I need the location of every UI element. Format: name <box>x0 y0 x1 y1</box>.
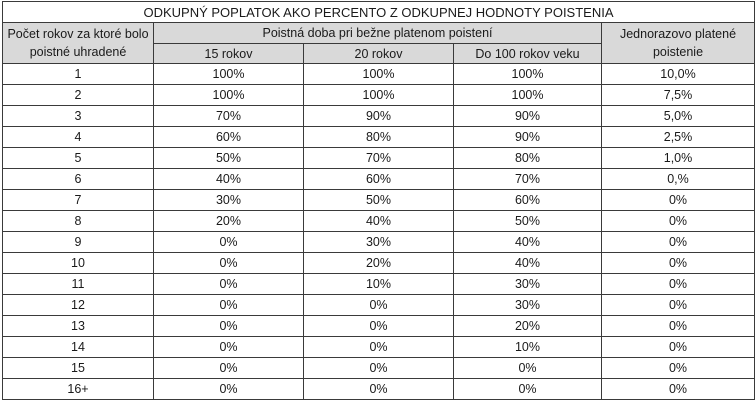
term-20-cell: 40% <box>304 211 454 232</box>
single-premium-cell: 0% <box>602 253 755 274</box>
single-premium-cell: 0% <box>602 379 755 400</box>
table-row <box>3 64 755 85</box>
table-row <box>3 190 755 211</box>
table-row <box>3 379 755 400</box>
single-premium-cell: 0% <box>602 295 755 316</box>
term-20-cell: 10% <box>304 274 454 295</box>
term-100-cell: 90% <box>454 127 602 148</box>
term-20-cell: 0% <box>304 337 454 358</box>
years-cell: 11 <box>3 274 154 295</box>
term-15-cell: 70% <box>154 106 304 127</box>
term-100-cell: 10% <box>454 337 602 358</box>
single-premium-cell: 0% <box>602 358 755 379</box>
term-20-cell: 100% <box>304 64 454 85</box>
term-20-cell: 30% <box>304 232 454 253</box>
term-15-cell: 0% <box>154 337 304 358</box>
single-premium-cell: 0% <box>602 190 755 211</box>
single-premium-cell: 0% <box>602 274 755 295</box>
single-premium-cell: 0% <box>602 316 755 337</box>
term-20-header: 20 rokov <box>304 44 454 64</box>
term-20-cell: 0% <box>304 316 454 337</box>
term-15-cell: 60% <box>154 127 304 148</box>
term-15-cell: 100% <box>154 64 304 85</box>
years-cell: 2 <box>3 85 154 106</box>
term-20-cell: 100% <box>304 85 454 106</box>
table-row <box>3 106 755 127</box>
term-20-cell: 90% <box>304 106 454 127</box>
term-100-cell: 90% <box>454 106 602 127</box>
term-20-cell: 70% <box>304 148 454 169</box>
table-row <box>3 316 755 337</box>
single-premium-cell: 0% <box>602 232 755 253</box>
term-15-header: 15 rokov <box>154 44 304 64</box>
term-100-header: Do 100 rokov veku <box>454 44 602 64</box>
term-100-cell: 0% <box>454 358 602 379</box>
term-100-cell: 0% <box>454 379 602 400</box>
table-row <box>3 232 755 253</box>
term-100-cell: 100% <box>454 64 602 85</box>
term-15-cell: 0% <box>154 274 304 295</box>
years-cell: 3 <box>3 106 154 127</box>
years-cell: 16+ <box>3 379 154 400</box>
regular-premium-group-header: Poistná doba pri bežne platenom poistení <box>154 23 602 44</box>
term-15-cell: 0% <box>154 295 304 316</box>
years-cell: 6 <box>3 169 154 190</box>
term-100-cell: 40% <box>454 253 602 274</box>
single-premium-cell: 0% <box>602 211 755 232</box>
years-cell: 1 <box>3 64 154 85</box>
term-20-cell: 0% <box>304 358 454 379</box>
years-paid-header: Počet rokov za ktoré bolo poistné uhradené <box>3 23 154 64</box>
years-cell: 7 <box>3 190 154 211</box>
term-20-cell: 0% <box>304 379 454 400</box>
term-15-cell: 0% <box>154 253 304 274</box>
term-15-cell: 0% <box>154 358 304 379</box>
term-15-cell: 40% <box>154 169 304 190</box>
years-cell: 15 <box>3 358 154 379</box>
header-row-1 <box>3 23 755 44</box>
term-100-cell: 30% <box>454 295 602 316</box>
term-15-cell: 100% <box>154 85 304 106</box>
term-15-cell: 20% <box>154 211 304 232</box>
term-20-cell: 20% <box>304 253 454 274</box>
table-row <box>3 148 755 169</box>
title-row <box>3 2 755 23</box>
single-premium-cell: 2,5% <box>602 127 755 148</box>
term-15-cell: 0% <box>154 232 304 253</box>
years-cell: 4 <box>3 127 154 148</box>
table-row <box>3 85 755 106</box>
term-100-cell: 40% <box>454 232 602 253</box>
term-100-cell: 70% <box>454 169 602 190</box>
years-cell: 5 <box>3 148 154 169</box>
years-cell: 14 <box>3 337 154 358</box>
term-20-cell: 80% <box>304 127 454 148</box>
term-20-cell: 0% <box>304 295 454 316</box>
term-20-cell: 50% <box>304 190 454 211</box>
term-15-cell: 30% <box>154 190 304 211</box>
single-premium-cell: 5,0% <box>602 106 755 127</box>
term-100-cell: 80% <box>454 148 602 169</box>
table-row <box>3 274 755 295</box>
single-premium-cell: 7,5% <box>602 85 755 106</box>
term-100-cell: 100% <box>454 85 602 106</box>
table-row <box>3 169 755 190</box>
table-row <box>3 253 755 274</box>
table-row <box>3 295 755 316</box>
single-premium-header: Jednorazovo platené poistenie <box>602 23 755 64</box>
surrender-fee-table <box>2 1 755 400</box>
term-15-cell: 50% <box>154 148 304 169</box>
table-row <box>3 211 755 232</box>
term-100-cell: 60% <box>454 190 602 211</box>
single-premium-cell: 10,0% <box>602 64 755 85</box>
table-row <box>3 127 755 148</box>
table-row <box>3 358 755 379</box>
table-body <box>3 64 755 400</box>
term-15-cell: 0% <box>154 379 304 400</box>
table-title: ODKUPNÝ POPLATOK AKO PERCENTO Z ODKUPNEJ HODNOTY POISTENIA <box>3 2 755 23</box>
term-100-cell: 50% <box>454 211 602 232</box>
term-20-cell: 60% <box>304 169 454 190</box>
years-cell: 9 <box>3 232 154 253</box>
single-premium-cell: 0,% <box>602 169 755 190</box>
single-premium-cell: 0% <box>602 337 755 358</box>
term-15-cell: 0% <box>154 316 304 337</box>
term-100-cell: 20% <box>454 316 602 337</box>
years-cell: 12 <box>3 295 154 316</box>
years-cell: 8 <box>3 211 154 232</box>
single-premium-cell: 1,0% <box>602 148 755 169</box>
table-row <box>3 337 755 358</box>
years-cell: 13 <box>3 316 154 337</box>
years-cell: 10 <box>3 253 154 274</box>
term-100-cell: 30% <box>454 274 602 295</box>
